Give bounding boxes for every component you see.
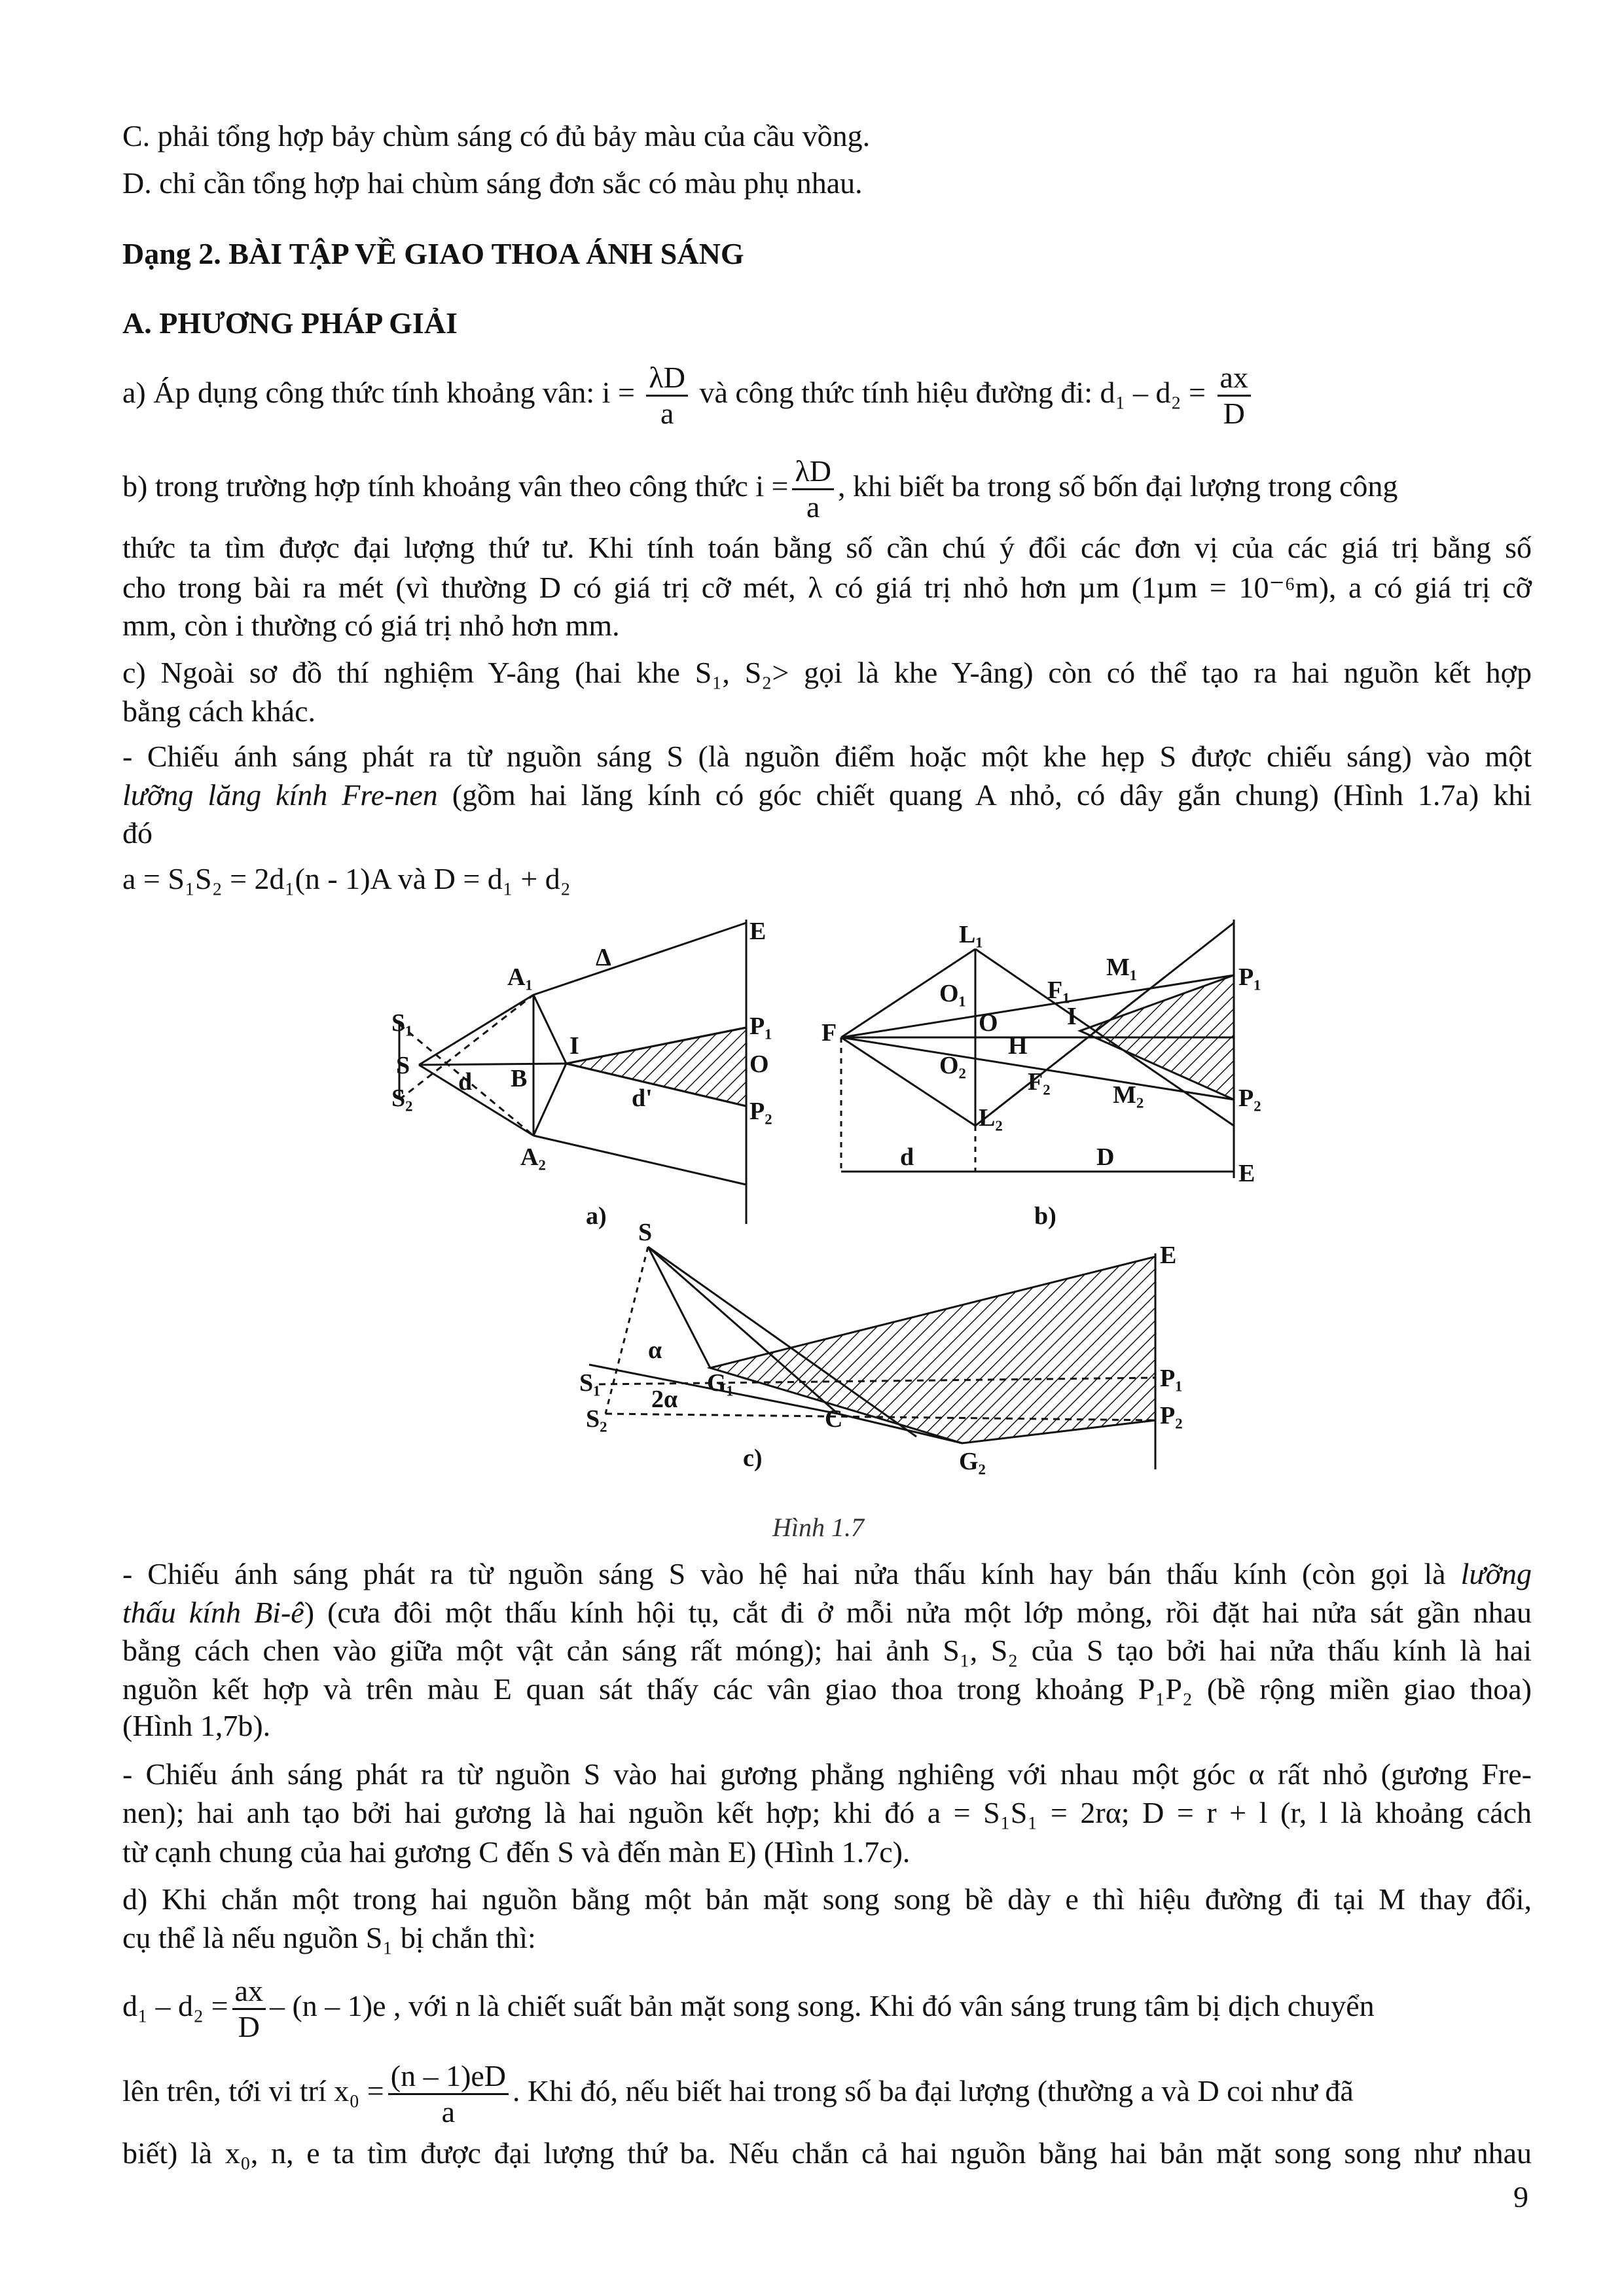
label: G₁	[707, 1369, 734, 1397]
text: – (n – 1)e , với n là chiết suất bản mặt song song. Khi đó vân sáng trung tâm bị dịch chuyển	[269, 1989, 1375, 2022]
paragraph-line: nen); hai anh tạo bởi hai gương là hai nguồn kết hợp; khi đó a = S₁S₁ = 2rα; D = r + l (r, l là khoảng cách	[122, 1796, 1532, 1829]
label: d	[900, 1143, 914, 1171]
label: E	[749, 918, 767, 945]
paragraph-line: bằng cách khác.	[122, 694, 316, 728]
label: M₂	[1113, 1081, 1144, 1109]
label: F	[821, 1019, 837, 1047]
fraction	[388, 2059, 509, 2129]
paragraph-line: từ cạnh chung của hai gương C đến S và đến màn E) (Hình 1.7c).	[122, 1835, 911, 1869]
label: O₂	[939, 1052, 966, 1079]
label: C	[825, 1405, 843, 1433]
label: O₁	[939, 980, 966, 1007]
option-c: C. phải tổng hợp bảy chùm sáng có đủ bảy màu của cầu vồng.	[122, 119, 871, 152]
label: L₁	[959, 921, 983, 948]
label: B	[511, 1065, 528, 1092]
label: S	[396, 1052, 410, 1079]
paragraph-line: (Hình 1,7b).	[122, 1709, 271, 1742]
paragraph-line: nguồn kết hợp và trên màu E quan sát thấy các vân giao thoa trong khoảng P₁P₂ (bề rộng miền giao thoa)	[122, 1672, 1532, 1706]
numerator: λD	[792, 454, 834, 490]
label: D	[1096, 1143, 1115, 1171]
italic-term: lưỡng	[1460, 1557, 1532, 1590]
label: Δ	[596, 944, 611, 971]
label: d'	[632, 1085, 653, 1112]
paragraph-line: - Chiếu ánh sáng phát ra từ nguồn sáng S (là nguồn điểm hoặc một khe hẹp S được chiếu sáng) vào một	[122, 740, 1532, 773]
label: P₁	[1160, 1365, 1183, 1392]
text: và công thức tính hiệu đường đi: d₁ – d₂ =	[699, 376, 1206, 409]
paragraph-line: mm, còn i thường có giá trị nhỏ hơn mm.	[122, 609, 620, 642]
fraction	[232, 1974, 266, 2044]
formula-line: a = S₁S₂ = 2d₁(n - 1)A và D = d₁ + d₂	[122, 862, 571, 895]
paragraph-line: bằng cách chen vào giữa một vật cản sáng rất móng); hai ảnh S₁, S₂ của S tạo bởi hai nửa thấu kính là hai	[122, 1634, 1532, 1667]
numerator: λD	[646, 361, 688, 397]
label: P₁	[749, 1013, 772, 1040]
denominator: D	[238, 2009, 260, 2043]
paragraph-line	[122, 1594, 1532, 1631]
label: O	[979, 1009, 998, 1037]
label: S₂	[391, 1085, 413, 1112]
label: F₂	[1028, 1068, 1051, 1096]
paragraph-line: cụ thể là nếu nguồn S₁ bị chắn thì:	[122, 1921, 536, 1954]
caption-b: b)	[1034, 1202, 1056, 1230]
label: S₂	[586, 1405, 607, 1433]
text: (gồm hai lăng kính có góc chiết quang A nhỏ, có dây gắn chung) (Hình 1.7a) khi	[437, 778, 1532, 812]
label: α	[648, 1336, 662, 1364]
label: E	[1160, 1242, 1177, 1269]
figure-1-7	[0, 903, 1624, 1505]
formula-a-line	[122, 357, 1532, 431]
page-number: 9	[1513, 2180, 1528, 2214]
option-d: D. chỉ cần tổng hợp hai chùm sáng đơn sắc có màu phụ nhau.	[122, 166, 863, 200]
label: O	[749, 1050, 769, 1078]
formula-x-line	[122, 2055, 1532, 2129]
paragraph-line: c) Ngoài sơ đồ thí nghiệm Y-âng (hai khe S₁, S₂> gọi là khe Y-âng) còn có thể tạo ra hai nguồn kết hợp	[122, 656, 1532, 689]
text: b) trong trường hợp tính khoảng vân theo công thức i =	[122, 469, 789, 503]
fraction	[1218, 361, 1251, 431]
text: a) Áp dụng công thức tính khoảng vân: i =	[122, 376, 635, 409]
denominator: D	[1223, 396, 1245, 430]
denominator: a	[660, 396, 674, 430]
label: P₂	[1238, 1085, 1261, 1112]
figure-a	[391, 918, 772, 1230]
text: d₁ – d₂ =	[122, 1989, 228, 2022]
text: , khi biết ba trong số bốn đại lượng trong công	[838, 469, 1398, 503]
figure-c	[579, 1219, 1183, 1475]
paragraph-line: thức ta tìm được đại lượng thứ tư. Khi tính toán bằng số cần chú ý đổi các đơn vị của các giá trị bằng số	[122, 531, 1532, 564]
label: d	[458, 1068, 473, 1096]
label: H	[1008, 1032, 1028, 1060]
label: F₁	[1047, 977, 1070, 1004]
paragraph-line	[122, 1556, 1532, 1592]
figure-b	[821, 920, 1261, 1230]
label: A₂	[520, 1143, 546, 1171]
formula-b-line	[122, 450, 1532, 524]
label: L₂	[979, 1104, 1003, 1132]
label: S₁	[391, 1009, 413, 1037]
text: . Khi đó, nếu biết hai trong số ba đại lượng (thường a và D coi như đã	[513, 2074, 1354, 2108]
text: - Chiếu ánh sáng phát ra từ nguồn sáng S vào hệ hai nửa thấu kính hay bán thấu kính (còn gọi là	[122, 1557, 1461, 1590]
label: P₁	[1238, 963, 1261, 991]
italic-term: thấu kính Bi-ê	[122, 1596, 304, 1629]
paragraph-line: - Chiếu ánh sáng phát ra từ nguồn S vào hai gương phẳng nghiêng với nhau một góc α rất nhỏ (gương Fre-	[122, 1757, 1532, 1791]
paragraph-line: biết) là x₀, n, e ta tìm được đại lượng thứ ba. Nếu chắn cả hai nguồn bằng hai bản mặt song song như nhau	[122, 2136, 1532, 2170]
label: S	[638, 1219, 653, 1246]
fraction	[792, 454, 834, 524]
caption-c: c)	[743, 1444, 763, 1472]
paragraph-line: đó	[122, 816, 153, 850]
label: I	[1067, 1003, 1077, 1030]
caption-a: a)	[586, 1202, 607, 1230]
label: P₂	[749, 1098, 772, 1125]
fraction	[646, 361, 688, 431]
numerator: ax	[232, 1974, 266, 2010]
paragraph-line: cho trong bài ra mét (vì thường D có giá trị cỡ mét, λ có giá trị nhỏ hơn µm (1µm = 10⁻⁶m), a có giá trị cỡ	[122, 571, 1532, 604]
label: A₁	[507, 963, 533, 991]
label: P₂	[1160, 1402, 1183, 1429]
paragraph-line: d) Khi chắn một trong hai nguồn bằng một bản mặt song song bề dày e thì hiệu đường đi tại M thay đổi,	[122, 1882, 1532, 1916]
text: lên trên, tới vi trí x₀ =	[122, 2074, 384, 2108]
numerator: ax	[1218, 361, 1251, 397]
label: E	[1238, 1160, 1255, 1187]
label: M₁	[1106, 954, 1138, 981]
figure-caption: Hình 1.7	[772, 1513, 864, 1542]
denominator: a	[441, 2094, 456, 2128]
italic-term: lưỡng lăng kính Fre-nen	[122, 778, 438, 812]
text: ) (cưa đôi một thấu kính hội tụ, cắt đi ở mỗi nửa một lớp mỏng, rồi đặt hai nửa sát gần nhau	[304, 1596, 1532, 1629]
method-heading: A. PHƯƠNG PHÁP GIẢI	[122, 306, 458, 340]
label: S₁	[579, 1369, 601, 1397]
section-heading: Dạng 2. BÀI TẬP VỀ GIAO THOA ÁNH SÁNG	[122, 237, 744, 270]
formula-d-line	[122, 1970, 1532, 2044]
paragraph-line	[122, 777, 1532, 814]
numerator: (n – 1)eD	[388, 2059, 509, 2095]
denominator: a	[806, 490, 820, 524]
label: G₂	[959, 1448, 986, 1475]
label: I	[569, 1032, 579, 1060]
label: 2α	[651, 1386, 678, 1413]
